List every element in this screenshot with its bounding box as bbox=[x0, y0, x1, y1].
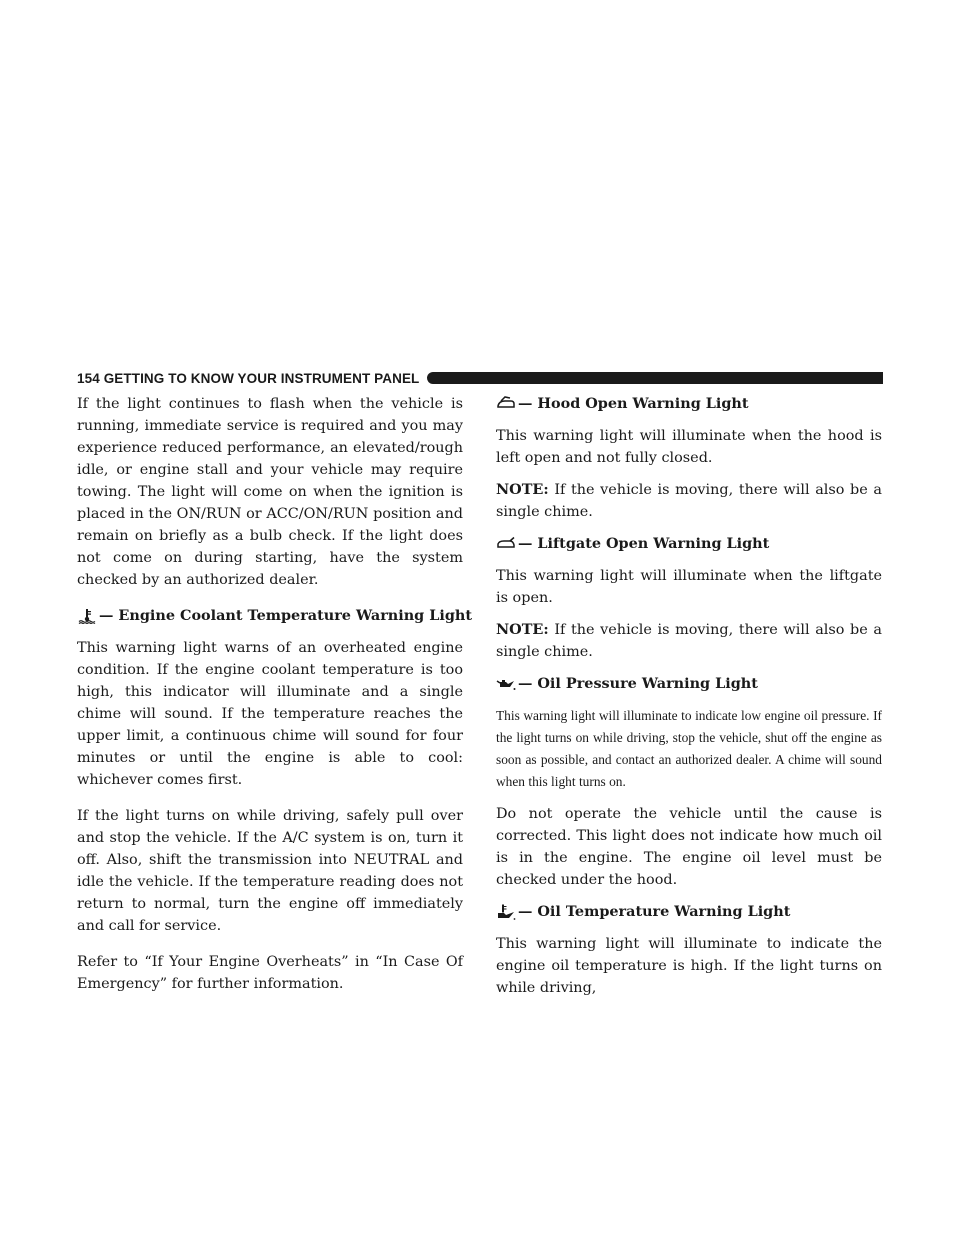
liftgate-heading bbox=[496, 533, 882, 555]
hood-heading-text: — Hood Open Warning Light bbox=[518, 395, 749, 412]
liftgate-note bbox=[496, 619, 882, 663]
oil-temperature-paragraph: This warning light will illuminate to indicate the engine oil temperature is high. If the light turns on while driving, bbox=[496, 936, 882, 996]
coolant-paragraph-1: This warning light warns of an overheated engine condition. If the engine coolant temperature is too high, this indicator will illuminate and a single chime will sound. If the temperature reaches the upper limit, a continuous chime will sound for four minutes or until the engine is able to cool: whichever comes first. bbox=[77, 640, 463, 788]
note-text: If the vehicle is moving, there will also be a single chime. bbox=[496, 482, 882, 520]
note-label: NOTE: bbox=[496, 481, 549, 498]
oil-pressure-paragraph-2: Do not operate the vehicle until the cause is corrected. This light does not indicate how much oil is in the engine. The engine oil level must be checked under the hood. bbox=[496, 806, 882, 888]
coolant-paragraph-3: Refer to “If Your Engine Overheats” in “In Case Of Emergency” for further information. bbox=[77, 954, 463, 992]
right-column bbox=[496, 393, 882, 1009]
oil-pressure-heading bbox=[496, 673, 882, 695]
liftgate-open-icon bbox=[496, 536, 516, 552]
hood-heading bbox=[496, 393, 882, 415]
coolant-heading-text: — Engine Coolant Temperature Warning Light bbox=[99, 607, 473, 624]
coolant-temperature-icon bbox=[77, 608, 97, 624]
hood-paragraph: This warning light will illuminate when the hood is left open and not fully closed. bbox=[496, 428, 882, 466]
header-rule bbox=[427, 372, 883, 384]
liftgate-heading-text: — Liftgate Open Warning Light bbox=[518, 535, 770, 552]
intro-paragraph: If the light continues to flash when the vehicle is running, immediate service is required and you may experience reduced performance, an elevated/rough idle, or engine stall and your vehicle may require towing. The light will come on when the ignition is placed in the ON/RUN or ACC/ON/RUN position and remain on briefly as a bulb check. If the light does not come on during starting, have the system checked by an authorized dealer. bbox=[77, 396, 463, 588]
hood-open-icon bbox=[496, 396, 516, 412]
liftgate-paragraph: This warning light will illuminate when the liftgate is open. bbox=[496, 568, 882, 606]
hood-note bbox=[496, 479, 882, 523]
note-label: NOTE: bbox=[496, 621, 549, 638]
oil-pressure-paragraph-1: This warning light will illuminate to indicate low engine oil pressure. If the light turns on while driving, stop the vehicle, shut off the engine as soon as possible, and contact an authorized dealer. A chime will sound when this light turns on. bbox=[496, 708, 882, 789]
coolant-heading bbox=[77, 605, 473, 627]
oil-can-icon bbox=[496, 676, 516, 692]
oil-pressure-heading-text: — Oil Pressure Warning Light bbox=[518, 675, 758, 692]
coolant-paragraph-2: If the light turns on while driving, safely pull over and stop the vehicle. If the A/C system is on, turn it off. Also, shift the transmission into NEUTRAL and idle the vehicle. If the temperature reading does not return to normal, turn the engine off immediately and call for service. bbox=[77, 808, 463, 934]
oil-temperature-heading bbox=[496, 901, 882, 923]
oil-temperature-icon bbox=[496, 904, 516, 920]
page-header bbox=[77, 370, 883, 386]
page-number: 154 bbox=[77, 370, 100, 386]
section-title: GETTING TO KNOW YOUR INSTRUMENT PANEL bbox=[103, 370, 420, 386]
note-text: If the vehicle is moving, there will also be a single chime. bbox=[496, 622, 882, 660]
page-number-and-section bbox=[77, 371, 419, 386]
left-column bbox=[77, 393, 473, 1009]
oil-temperature-heading-text: — Oil Temperature Warning Light bbox=[518, 903, 791, 920]
